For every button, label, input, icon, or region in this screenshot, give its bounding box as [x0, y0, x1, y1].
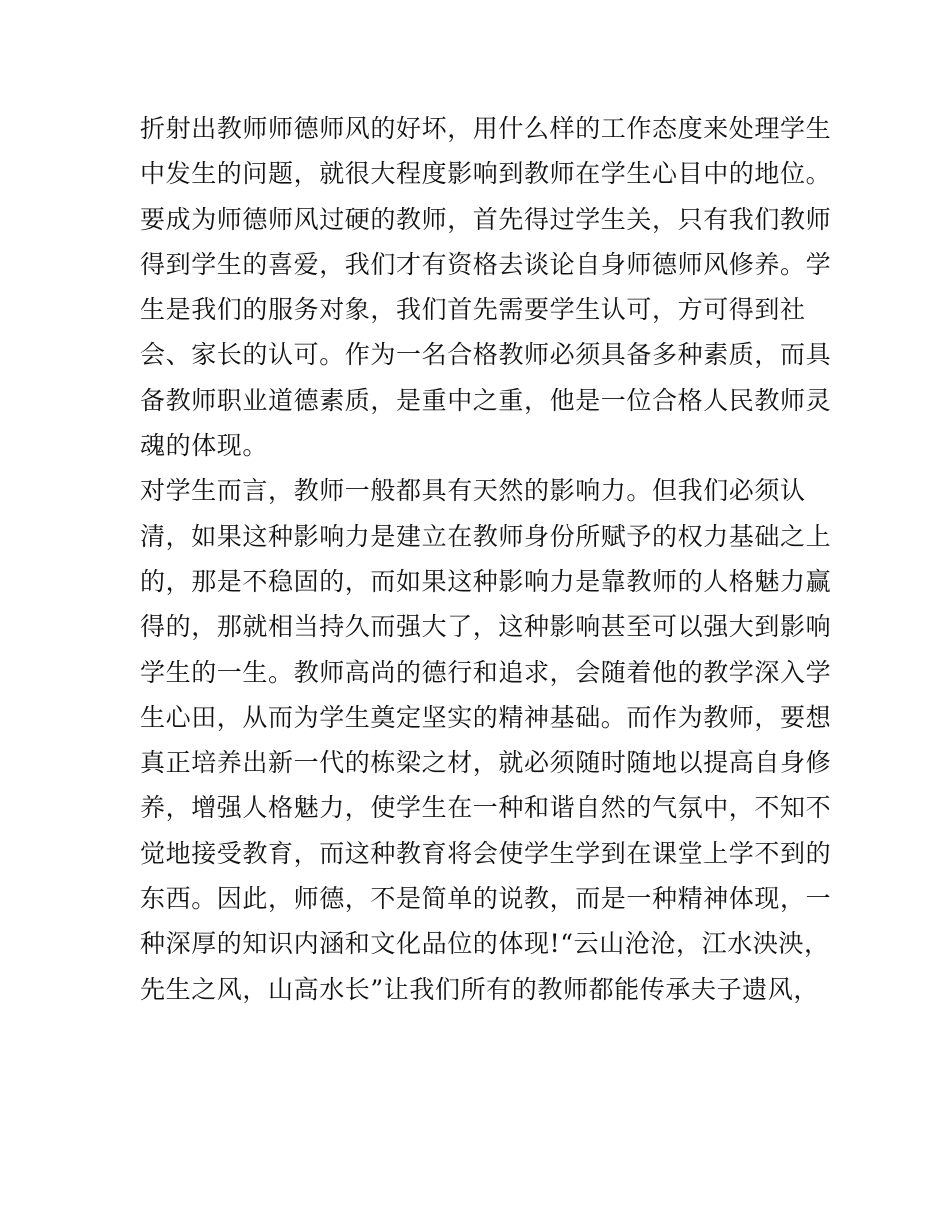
text-line: 觉地接受教育，而这种教育将会使学生学到在课堂上学不到的 [140, 838, 832, 868]
text-line: 得到学生的喜爱，我们才有资格去谈论自身师德师风修养。学 [140, 249, 832, 279]
text-line: 养，增强人格魅力，使学生在一种和谐自然的气氛中，不知不 [140, 793, 832, 823]
text-line: 清，如果这种影响力是建立在教师身份所赋予的权力基础之上 [140, 521, 832, 551]
text-line: 东西。因此，师德，不是简单的说教，而是一种精神体现，一 [140, 884, 832, 914]
text-line: 要成为师德师风过硬的教师，首先得过学生关，只有我们教师 [140, 204, 832, 234]
text-line: 学生的一生。教师高尚的德行和追求，会随着他的教学深入学 [140, 657, 832, 687]
text-line: 魂的体现。 [140, 431, 269, 461]
text-line: 对学生而言，教师一般都具有天然的影响力。但我们必须认 [140, 476, 806, 506]
text-line: 种深厚的知识内涵和文化品位的体现!“云山沧沧，江水泱泱， [140, 929, 830, 959]
text-line: 得的，那就相当持久而强大了，这种影响甚至可以强大到影响 [140, 612, 832, 642]
text-line: 中发生的问题，就很大程度影响到教师在学生心目中的地位。 [140, 159, 832, 189]
text-line: 先生之风，山高水长”让我们所有的教师都能传承夫子遗风， [140, 974, 819, 1004]
text-line: 的，那是不稳固的，而如果这种影响力是靠教师的人格魅力赢 [140, 566, 832, 596]
text-line: 折射出教师师德师风的好坏，用什么样的工作态度来处理学生 [140, 114, 832, 143]
body-text [140, 106, 832, 1012]
text-line: 会、家长的认可。作为一名合格教师必须具备多种素质，而具 [140, 340, 832, 370]
text-line: 真正培养出新一代的栋梁之材，就必须随时随地以提高自身修 [140, 748, 832, 778]
text-line: 备教师职业道德素质，是重中之重，他是一位合格人民教师灵 [140, 385, 832, 415]
text-line: 生心田，从而为学生奠定坚实的精神基础。而作为教师，要想 [140, 702, 832, 732]
text-line: 生是我们的服务对象，我们首先需要学生认可，方可得到社 [140, 295, 806, 325]
